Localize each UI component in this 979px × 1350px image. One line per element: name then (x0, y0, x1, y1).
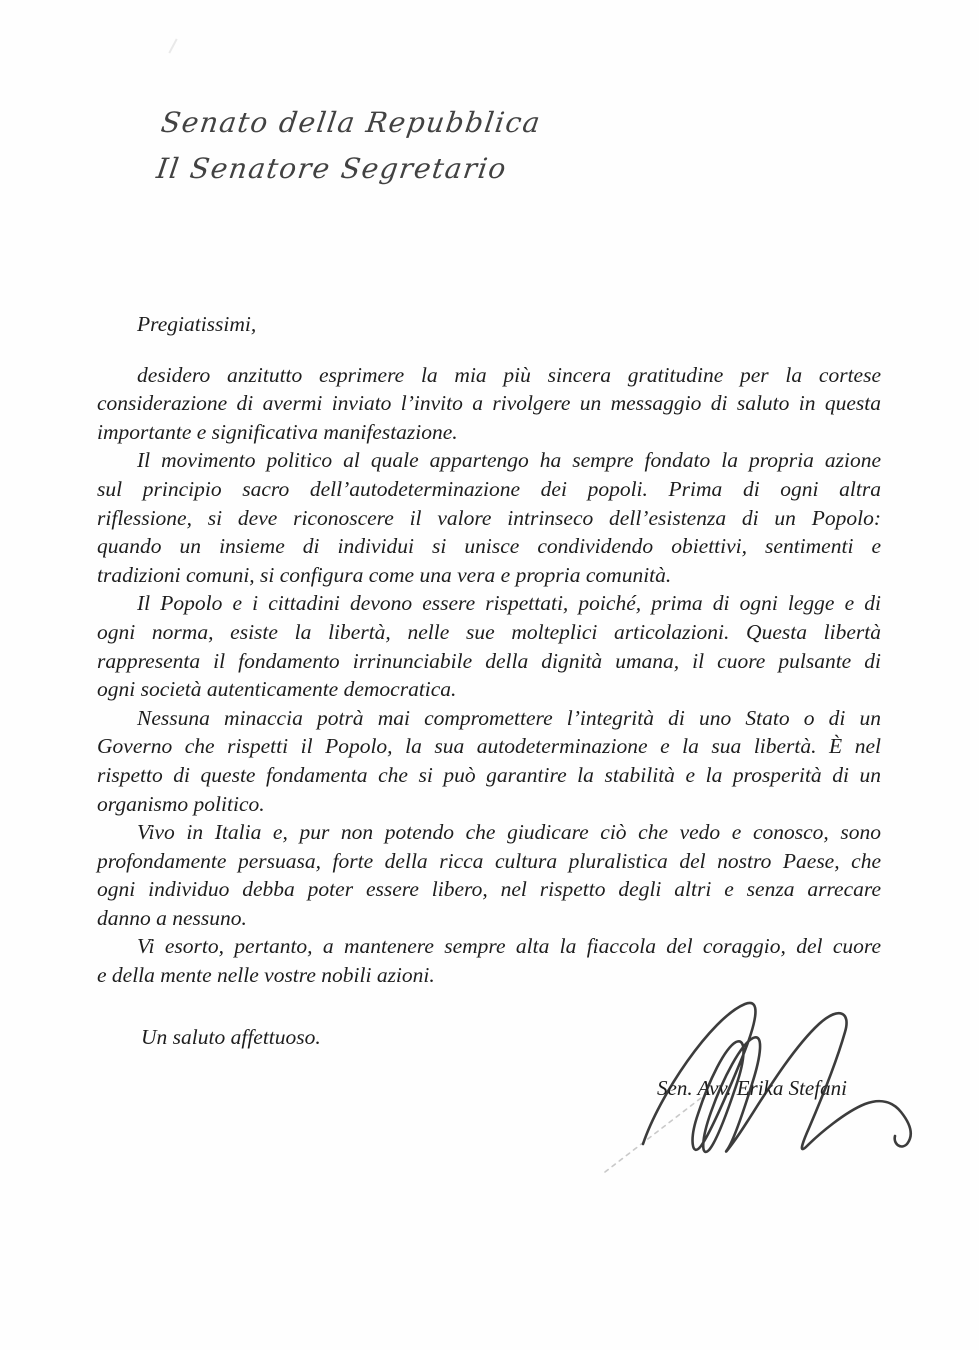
signature-scrawl (595, 992, 925, 1182)
paragraph-line: tradizioni comuni, si configura come una vera e propria comunità. (97, 562, 672, 587)
letter-paragraphs (97, 361, 881, 990)
paragraph-line: importante e significativa manifestazione. (97, 419, 458, 444)
letterhead-institution: Senato della Repubblica (158, 106, 544, 139)
paragraph-line: rispetto di queste fondamenta che si può garantire la stabilità e la prosperità di un (97, 762, 881, 787)
paragraph-line: Nessuna minaccia potrà mai compromettere l’integrità di uno Stato o di un (137, 705, 881, 730)
signature-printed-name: Sen. Avv. Erika Stefani (657, 1076, 847, 1100)
closing-line: Un saluto affettuoso. (141, 1024, 321, 1049)
signature-block (595, 992, 925, 1182)
paragraph-line: desidero anzitutto esprimere la mia più sincera gratitudine per la cortese (137, 362, 881, 387)
paragraph-line: profondamente persuasa, forte della ricca cultura pluralistica del nostro Paese, che (97, 848, 881, 873)
scan-artifact-mark (168, 38, 177, 53)
paragraph-line: Governo che rispetti il Popolo, la sua autodeterminazione e la sua libertà. È nel (97, 734, 881, 759)
paragraph-line: considerazione di avermi inviato l’invito a rivolgere un messaggio di saluto in questa (97, 391, 881, 416)
paragraph-line: Vivo in Italia e, pur non potendo che giudicare ciò che vedo e conosco, sono (137, 820, 881, 845)
paragraph-line: quando un insieme di individui si unisce condividendo obiettivi, sentimenti e (97, 534, 881, 559)
paragraph-line: riflessione, si deve riconoscere il valore intrinseco dell’esistenza di un Popolo: (97, 505, 881, 530)
letterhead-role: Il Senatore Segretario (154, 152, 510, 185)
paragraph-line: ogni società autenticamente democratica. (97, 677, 457, 702)
letterhead (152, 100, 545, 192)
paragraph-line: ogni individuo debba poter essere libero, nel rispetto degli altri e senza arrecare (97, 877, 881, 902)
paragraph-line: danno a nessuno. (97, 905, 247, 930)
paragraph-line: e della mente nelle vostre nobili azioni. (97, 963, 435, 988)
paragraph-line: organismo politico. (97, 791, 265, 816)
paragraph-line: rappresenta il fondamento irrinunciabile della dignità umana, il cuore pulsante di (97, 648, 881, 673)
letter-body (97, 310, 881, 1051)
paragraph-line: Il movimento politico al quale appartengo ha sempre fondato la propria azione (137, 448, 881, 473)
paragraph-line: sul principio sacro dell’autodeterminazione dei popoli. Prima di ogni altra (97, 476, 881, 501)
salutation: Pregiatissimi, (137, 312, 257, 336)
paragraph-line: Vi esorto, pertanto, a mantenere sempre alta la fiaccola del coraggio, del cuore (137, 934, 881, 959)
paragraph-line: ogni norma, esiste la libertà, nelle sue molteplici articolazioni. Questa libertà (97, 619, 881, 644)
paragraph-line: Il Popolo e i cittadini devono essere rispettati, poiché, prima di ogni legge e di (137, 591, 881, 616)
